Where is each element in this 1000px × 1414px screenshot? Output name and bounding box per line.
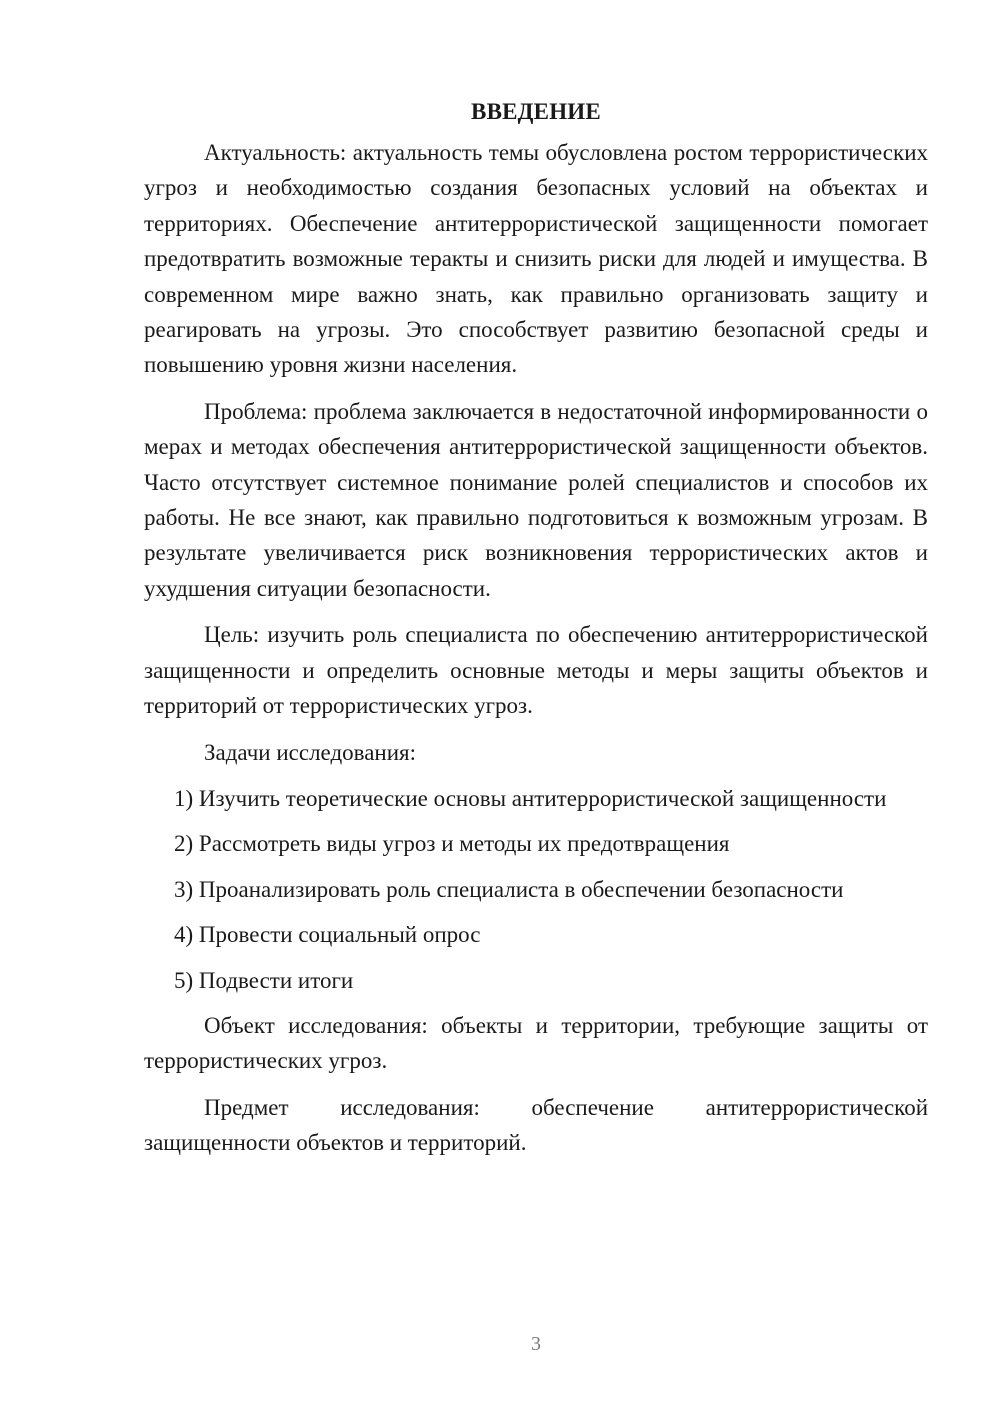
paragraph-object: Объект исследования: объекты и территории, требующие защиты от террористических угроз. xyxy=(144,1012,928,1074)
page-content xyxy=(144,94,928,1172)
task-item-2: 2) Рассмотреть виды угроз и методы их предотвращения xyxy=(174,831,730,857)
task-item-5: 5) Подвести итоги xyxy=(174,967,354,993)
page-number: 3 xyxy=(531,1333,541,1355)
task-item-3: 3) Проанализировать роль специалиста в обеспечении безопасности xyxy=(174,876,844,902)
task-item-4: 4) Провести социальный опрос xyxy=(174,922,481,948)
tasks-title: Задачи исследования: xyxy=(204,739,417,765)
paragraph-relevance: Актуальность: актуальность темы обусловлена ростом террористических угроз и необходимостью создания безопасных условий на объектах и территориях. Обеспечение антитеррористической защищенности помогает предотвратить возможные теракты и снизить риски для людей и имущества. В современном мире важно знать, как правильно организовать защиту и реагировать на угрозы. Это способствует развитию безопасной среды и повышению уровня жизни населения. xyxy=(144,140,928,378)
task-item-1: 1) Изучить теоретические основы антитеррористической защищенности xyxy=(174,785,887,811)
paragraph-goal: Цель: изучить роль специалиста по обеспечению антитеррористической защищенности и определить основные методы и меры защиты объектов и территорий от террористических угроз. xyxy=(144,622,928,719)
paragraph-problem: Проблема: проблема заключается в недостаточной информированности о мерах и методах обеспечения антитеррористической защищенности объектов. Часто отсутствует системное понимание ролей специалистов и способов их работы. Не все знают, как правильно подготовиться к возможным угрозам. В результате увеличивается риск возникновения террористических актов и ухудшения ситуации безопасности. xyxy=(144,398,928,601)
section-heading: ВВЕДЕНИЕ xyxy=(471,99,601,124)
paragraph-subject: Предмет исследования: обеспечение антитеррористической защищенности объектов и территорий. xyxy=(144,1094,928,1156)
